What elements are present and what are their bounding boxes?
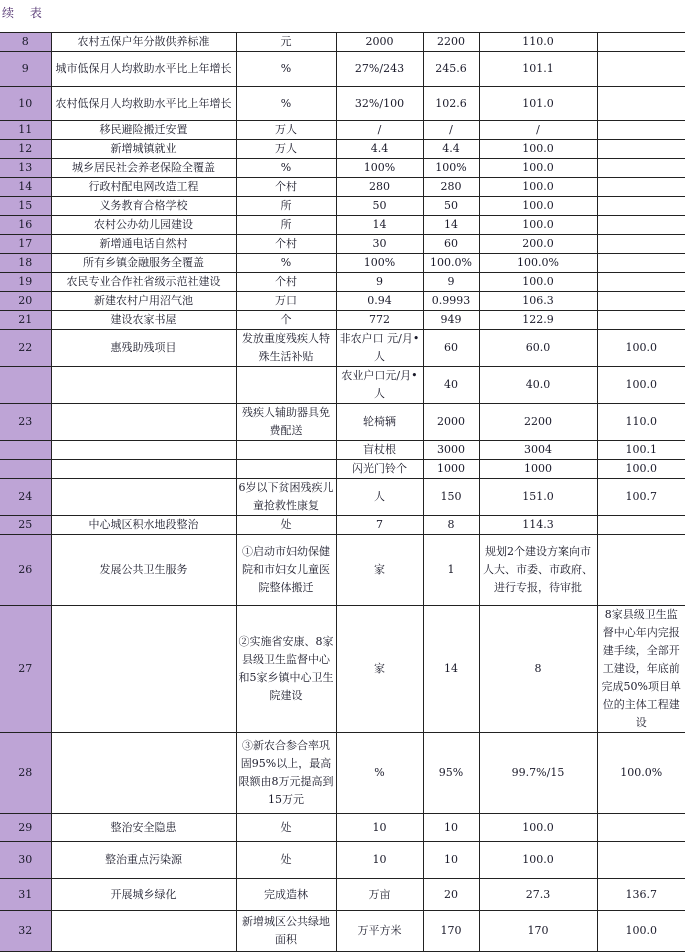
cell-plan-or-actual: 2000 [423, 404, 479, 441]
cell-rate-or-note [597, 33, 685, 52]
cell-rate-or-note [597, 87, 685, 121]
cell-unit-or-plan: 772 [336, 311, 423, 330]
cell-plan-or-actual: 95% [423, 733, 479, 814]
cell-unit-or-plan: 非农户口 元/月•人 [336, 330, 423, 367]
cell-rate-or-note [597, 52, 685, 87]
cell-row-number: 8 [0, 33, 51, 52]
cell-rate-or-note [597, 235, 685, 254]
cell-item [51, 733, 236, 814]
cell-sub-item-or-unit: 个村 [236, 178, 336, 197]
cell-unit-or-plan: 人 [336, 479, 423, 516]
cell-plan-or-actual: 170 [423, 911, 479, 952]
cell-row-number: 13 [0, 159, 51, 178]
cell-item: 新增通电话自然村 [51, 235, 236, 254]
cell-sub-item-or-unit: % [236, 159, 336, 178]
cell-item: 移民避险搬迁安置 [51, 121, 236, 140]
cell-item: 惠残助残项目 [51, 330, 236, 367]
cell-rate-or-note [597, 159, 685, 178]
table-row [0, 52, 685, 87]
cell-row-number: 15 [0, 197, 51, 216]
cell-sub-item-or-unit [236, 367, 336, 404]
cell-actual-or-rate: 100.0 [479, 814, 597, 842]
cell-row-number: 11 [0, 121, 51, 140]
cell-actual-or-rate: 106.3 [479, 292, 597, 311]
cell-plan-or-actual: 40 [423, 367, 479, 404]
cell-item [51, 479, 236, 516]
cell-row-number [0, 460, 51, 479]
cell-actual-or-rate: 60.0 [479, 330, 597, 367]
cell-unit-or-plan: 轮椅辆 [336, 404, 423, 441]
cell-rate-or-note [597, 842, 685, 879]
table-row [0, 87, 685, 121]
cell-sub-item-or-unit: 6岁以下贫困残疾儿童抢救性康复 [236, 479, 336, 516]
cell-actual-or-rate: 27.3 [479, 879, 597, 911]
cell-actual-or-rate: 1000 [479, 460, 597, 479]
cell-sub-item-or-unit: 所 [236, 197, 336, 216]
table-row [0, 733, 685, 814]
cell-sub-item-or-unit: % [236, 52, 336, 87]
cell-rate-or-note: 136.7 [597, 879, 685, 911]
cell-sub-item-or-unit: ①启动市妇幼保健院和市妇女儿童医院整体搬迁 [236, 535, 336, 606]
cell-sub-item-or-unit: 处 [236, 516, 336, 535]
table-row [0, 911, 685, 952]
table-row [0, 367, 685, 404]
cell-sub-item-or-unit: 万口 [236, 292, 336, 311]
cell-sub-item-or-unit: 残疾人辅助器具免费配送 [236, 404, 336, 441]
cell-item: 整治安全隐患 [51, 814, 236, 842]
cell-sub-item-or-unit: 处 [236, 842, 336, 879]
cell-plan-or-actual: 1 [423, 535, 479, 606]
cell-item: 新增城镇就业 [51, 140, 236, 159]
cell-unit-or-plan: 9 [336, 273, 423, 292]
cell-plan-or-actual: 9 [423, 273, 479, 292]
cell-item: 新建农村户用沼气池 [51, 292, 236, 311]
table-row [0, 292, 685, 311]
cell-row-number: 25 [0, 516, 51, 535]
cell-item [51, 404, 236, 441]
cell-actual-or-rate: 101.0 [479, 87, 597, 121]
cell-unit-or-plan: 万平方米 [336, 911, 423, 952]
cell-plan-or-actual: 150 [423, 479, 479, 516]
cell-actual-or-rate: 100.0 [479, 216, 597, 235]
cell-row-number [0, 441, 51, 460]
cell-rate-or-note: 100.0 [597, 330, 685, 367]
table-row [0, 121, 685, 140]
cell-plan-or-actual: 14 [423, 216, 479, 235]
cell-sub-item-or-unit: 处 [236, 814, 336, 842]
table-row [0, 842, 685, 879]
cell-plan-or-actual: 50 [423, 197, 479, 216]
cell-plan-or-actual: 280 [423, 178, 479, 197]
cell-plan-or-actual: 60 [423, 235, 479, 254]
table-row [0, 460, 685, 479]
cell-item: 发展公共卫生服务 [51, 535, 236, 606]
table-row [0, 441, 685, 460]
cell-plan-or-actual: 245.6 [423, 52, 479, 87]
cell-rate-or-note [597, 140, 685, 159]
cell-item [51, 367, 236, 404]
table-row [0, 311, 685, 330]
cell-plan-or-actual: 14 [423, 606, 479, 733]
cell-row-number: 20 [0, 292, 51, 311]
table-row [0, 178, 685, 197]
cell-plan-or-actual: 8 [423, 516, 479, 535]
cell-row-number: 22 [0, 330, 51, 367]
cell-row-number: 9 [0, 52, 51, 87]
cell-unit-or-plan: 27%/243 [336, 52, 423, 87]
cell-sub-item-or-unit: 个村 [236, 235, 336, 254]
cell-sub-item-or-unit: 所 [236, 216, 336, 235]
cell-unit-or-plan: 家 [336, 535, 423, 606]
cell-unit-or-plan: % [336, 733, 423, 814]
cell-actual-or-rate: 114.3 [479, 516, 597, 535]
cell-item [51, 460, 236, 479]
cell-actual-or-rate: 110.0 [479, 33, 597, 52]
table-row [0, 140, 685, 159]
cell-rate-or-note [597, 535, 685, 606]
cell-plan-or-actual: 100.0% [423, 254, 479, 273]
cell-unit-or-plan: 盲杖根 [336, 441, 423, 460]
cell-actual-or-rate: 规划2个建设方案向市人大、市委、市政府、进行专报，待审批 [479, 535, 597, 606]
cell-sub-item-or-unit: 个 [236, 311, 336, 330]
cell-actual-or-rate: 200.0 [479, 235, 597, 254]
cell-unit-or-plan: 农业户口元/月•人 [336, 367, 423, 404]
continued-table-header: 续 表 [2, 6, 48, 20]
cell-unit-or-plan: 7 [336, 516, 423, 535]
cell-unit-or-plan: 闪光门铃个 [336, 460, 423, 479]
cell-item: 农村低保月人均救助水平比上年增长 [51, 87, 236, 121]
cell-item: 行政村配电网改造工程 [51, 178, 236, 197]
cell-sub-item-or-unit: ②实施省安康、8家县级卫生监督中心和5家乡镇中心卫生院建设 [236, 606, 336, 733]
cell-row-number: 27 [0, 606, 51, 733]
cell-row-number: 31 [0, 879, 51, 911]
cell-rate-or-note: 100.0 [597, 460, 685, 479]
cell-row-number: 30 [0, 842, 51, 879]
cell-plan-or-actual: 949 [423, 311, 479, 330]
cell-unit-or-plan: 2000 [336, 33, 423, 52]
cell-actual-or-rate: 100.0 [479, 178, 597, 197]
table-row [0, 197, 685, 216]
cell-actual-or-rate: 99.7%/15 [479, 733, 597, 814]
cell-plan-or-actual: 1000 [423, 460, 479, 479]
cell-item: 农民专业合作社省级示范社建设 [51, 273, 236, 292]
cell-sub-item-or-unit [236, 441, 336, 460]
cell-row-number: 18 [0, 254, 51, 273]
cell-actual-or-rate: 3004 [479, 441, 597, 460]
cell-unit-or-plan: 10 [336, 814, 423, 842]
cell-row-number: 24 [0, 479, 51, 516]
cell-actual-or-rate: 2200 [479, 404, 597, 441]
cell-actual-or-rate: 122.9 [479, 311, 597, 330]
cell-rate-or-note: 110.0 [597, 404, 685, 441]
cell-row-number: 32 [0, 911, 51, 952]
cell-actual-or-rate: 40.0 [479, 367, 597, 404]
cell-sub-item-or-unit: % [236, 254, 336, 273]
cell-sub-item-or-unit: 完成造林 [236, 879, 336, 911]
table-row [0, 33, 685, 52]
cell-unit-or-plan: 家 [336, 606, 423, 733]
cell-unit-or-plan: 280 [336, 178, 423, 197]
table-row [0, 814, 685, 842]
cell-actual-or-rate: 100.0 [479, 159, 597, 178]
cell-actual-or-rate: / [479, 121, 597, 140]
cell-row-number: 19 [0, 273, 51, 292]
table-row [0, 254, 685, 273]
data-table [0, 32, 685, 952]
cell-sub-item-or-unit: ③新农合参合率巩固95%以上，最高限额由8万元提高到15万元 [236, 733, 336, 814]
cell-item: 所有乡镇金融服务全覆盖 [51, 254, 236, 273]
cell-sub-item-or-unit: % [236, 87, 336, 121]
cell-row-number [0, 367, 51, 404]
cell-rate-or-note: 8家县级卫生监督中心年内完报建手续，全部开工建设，年底前完成50%项目单位的主体工程建设 [597, 606, 685, 733]
cell-plan-or-actual: 102.6 [423, 87, 479, 121]
cell-item [51, 441, 236, 460]
table-row [0, 516, 685, 535]
cell-item: 建设农家书屋 [51, 311, 236, 330]
cell-item: 义务教育合格学校 [51, 197, 236, 216]
table-row [0, 216, 685, 235]
cell-plan-or-actual: 60 [423, 330, 479, 367]
cell-plan-or-actual: 0.9993 [423, 292, 479, 311]
cell-unit-or-plan: 万亩 [336, 879, 423, 911]
table-row [0, 879, 685, 911]
cell-rate-or-note [597, 516, 685, 535]
cell-plan-or-actual: 100% [423, 159, 479, 178]
cell-actual-or-rate: 170 [479, 911, 597, 952]
cell-unit-or-plan: 50 [336, 197, 423, 216]
table-row [0, 535, 685, 606]
cell-unit-or-plan: 30 [336, 235, 423, 254]
cell-item: 农村五保户年分散供养标准 [51, 33, 236, 52]
cell-rate-or-note [597, 254, 685, 273]
cell-row-number: 14 [0, 178, 51, 197]
cell-rate-or-note [597, 311, 685, 330]
cell-plan-or-actual: 10 [423, 842, 479, 879]
cell-sub-item-or-unit: 万人 [236, 121, 336, 140]
cell-row-number: 23 [0, 404, 51, 441]
cell-rate-or-note: 100.1 [597, 441, 685, 460]
cell-sub-item-or-unit: 新增城区公共绿地面积 [236, 911, 336, 952]
cell-item: 城乡居民社会养老保险全覆盖 [51, 159, 236, 178]
table-row [0, 479, 685, 516]
cell-rate-or-note [597, 121, 685, 140]
cell-row-number: 16 [0, 216, 51, 235]
cell-unit-or-plan: 100% [336, 254, 423, 273]
cell-item [51, 606, 236, 733]
cell-rate-or-note: 100.0 [597, 911, 685, 952]
cell-item: 整治重点污染源 [51, 842, 236, 879]
cell-unit-or-plan: 4.4 [336, 140, 423, 159]
cell-unit-or-plan: 10 [336, 842, 423, 879]
cell-rate-or-note [597, 178, 685, 197]
cell-item: 中心城区积水地段整治 [51, 516, 236, 535]
cell-actual-or-rate: 100.0 [479, 273, 597, 292]
cell-rate-or-note: 100.0 [597, 367, 685, 404]
cell-plan-or-actual: 20 [423, 879, 479, 911]
cell-plan-or-actual: 3000 [423, 441, 479, 460]
cell-sub-item-or-unit [236, 460, 336, 479]
cell-rate-or-note: 100.7 [597, 479, 685, 516]
cell-actual-or-rate: 100.0 [479, 140, 597, 159]
cell-rate-or-note: 100.0% [597, 733, 685, 814]
cell-item: 开展城乡绿化 [51, 879, 236, 911]
cell-actual-or-rate: 100.0 [479, 197, 597, 216]
cell-plan-or-actual: 4.4 [423, 140, 479, 159]
cell-row-number: 21 [0, 311, 51, 330]
cell-actual-or-rate: 101.1 [479, 52, 597, 87]
cell-sub-item-or-unit: 发放重度残疾人特殊生活补贴 [236, 330, 336, 367]
cell-sub-item-or-unit: 万人 [236, 140, 336, 159]
cell-item [51, 911, 236, 952]
cell-row-number: 10 [0, 87, 51, 121]
cell-plan-or-actual: / [423, 121, 479, 140]
cell-row-number: 26 [0, 535, 51, 606]
cell-unit-or-plan: 14 [336, 216, 423, 235]
cell-plan-or-actual: 2200 [423, 33, 479, 52]
cell-unit-or-plan: 32%/100 [336, 87, 423, 121]
table-row [0, 606, 685, 733]
cell-sub-item-or-unit: 元 [236, 33, 336, 52]
cell-unit-or-plan: 100% [336, 159, 423, 178]
cell-item: 农村公办幼儿园建设 [51, 216, 236, 235]
table-row [0, 273, 685, 292]
cell-row-number: 29 [0, 814, 51, 842]
cell-actual-or-rate: 151.0 [479, 479, 597, 516]
cell-rate-or-note [597, 292, 685, 311]
table-row [0, 404, 685, 441]
cell-rate-or-note [597, 273, 685, 292]
cell-actual-or-rate: 8 [479, 606, 597, 733]
cell-item: 城市低保月人均救助水平比上年增长 [51, 52, 236, 87]
cell-row-number: 28 [0, 733, 51, 814]
cell-rate-or-note [597, 814, 685, 842]
cell-row-number: 12 [0, 140, 51, 159]
cell-actual-or-rate: 100.0% [479, 254, 597, 273]
table-row [0, 330, 685, 367]
table-row [0, 159, 685, 178]
cell-unit-or-plan: / [336, 121, 423, 140]
cell-unit-or-plan: 0.94 [336, 292, 423, 311]
cell-sub-item-or-unit: 个村 [236, 273, 336, 292]
cell-rate-or-note [597, 216, 685, 235]
cell-rate-or-note [597, 197, 685, 216]
cell-actual-or-rate: 100.0 [479, 842, 597, 879]
cell-plan-or-actual: 10 [423, 814, 479, 842]
table-row [0, 235, 685, 254]
cell-row-number: 17 [0, 235, 51, 254]
